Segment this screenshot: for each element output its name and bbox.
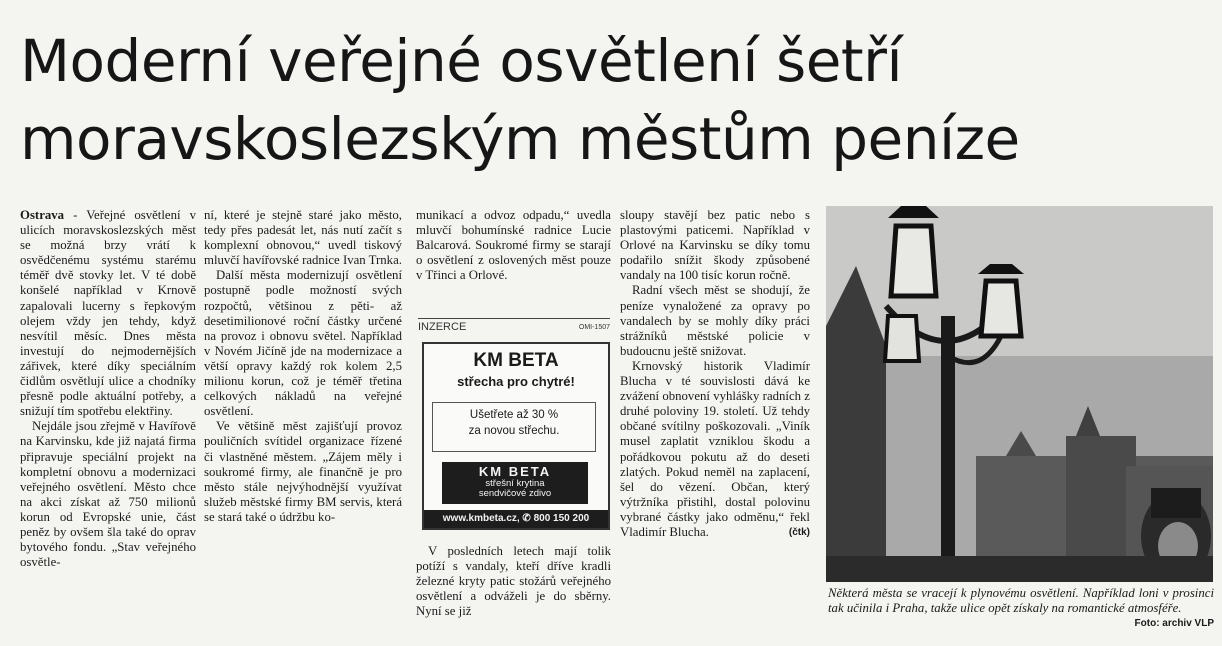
- advert-offer: [432, 402, 596, 452]
- paragraph-text: Krnovský historik Vladimír Blucha v té souvislosti dává ke zvážení obnovení vyhlášky radních z druhé poloviny 19. století. Už tehdy občané svítilny poškozovali. „Viník musel zaplatit vzniklou škodu a pořádkovou pokutu až do deseti zlatých. Pokud neměl na zaplacení, šel do vězení. Občan, který výtržníka přistihl, dostal polovinu vybrané částky jako odměnu,“ řekl Vladimír Blucha.: [620, 358, 810, 539]
- article-column-3: [416, 208, 611, 283]
- article-paragraph: Další města modernizují osvětlení postupně podle možností svých rozpočtů, většinou z pěti- až desetimilionové roční částky určené na provoz i obnovu světel. Například v Novém Jičíně jde na modernizace a větší opravy každý rok kolem 2,5 milionu korun, což je téměř třetina celkových nákladů na veřejné osvětlení.: [204, 268, 402, 419]
- article-credit: (čtk): [788, 526, 810, 538]
- article-column-3-continued: [416, 544, 611, 619]
- headline: [20, 22, 1210, 178]
- photo-illustration: [826, 206, 1213, 582]
- article-paragraph: Nejdále jsou zřejmě v Havířově na Karvinsku, kde již najatá firma připravuje speciální projekt na kompletní obnovu a modernizaci veřejného osvětlení. Město chce na akci získat až 750 milionů korun od Evropské unie, část peněz by ovšem šla také do oprav bytového fondu. „Stav veřejného osvětle-: [20, 419, 196, 570]
- article-paragraph: [620, 359, 810, 540]
- headline-line-1: Moderní veřejné osvětlení šetří: [20, 27, 903, 95]
- advert-tagline-2: sendvičové zdivo: [478, 488, 552, 499]
- advert-logo: KM BETA: [478, 464, 552, 479]
- article-paragraph: munikací a odvoz odpadu,“ uvedla mluvčí bohumínské radnice Lucie Balcarová. Soukromé firmy se starají o osvětlení z oslovených měst pouze v Třinci a Orlové.: [416, 208, 611, 283]
- article-column-4: [620, 208, 810, 540]
- advert-logo-block: [442, 462, 588, 504]
- advert-contact[interactable]: www.kmbeta.cz, ✆ 800 150 200: [424, 510, 608, 528]
- paragraph-text: - Veřejné osvětlení v ulicích moravskoslezských měst se možná brzy vrátí k osvědčenému systému starému téměř dvě stovky let. V té době konšelé například v Krnově zapalovali lucerny s řepkovým olejem vždy jen tehdy, když nesvítil měsíc. Dnes města investují do nejmodernějších zářivek, které díky speciálním čidlům osvětlují ulice a chodníky přesně podle aktuální potřeby, a snižují tím spotřebu elektřiny.: [20, 208, 196, 419]
- article-paragraph: ní, které je stejně staré jako město, tedy přes padesát let, nás nutí začít s komplexní obnovou,“ uvedl tiskový mluvčí havířovské radnice Ivan Trnka.: [204, 208, 402, 268]
- advert-slogan: střecha pro chytré!: [457, 374, 575, 389]
- article-column-2: [204, 208, 402, 525]
- article-paragraph: V posledních letech mají tolik potíží s vandaly, kteří dříve kradli železné kryty patic stožárů veřejného osvětlení a odváželi je do sběrny. Nyní se již: [416, 544, 611, 619]
- article-paragraph: [20, 208, 196, 419]
- article-paragraph: sloupy stavějí bez patic nebo s plastovými paticemi. Například v Orlové na Karvinsku se díky tomu podařilo snížit škody způsobené vandaly na 100 tisíc korun ročně.: [620, 208, 810, 283]
- advert-brand: KM BETA: [473, 350, 559, 371]
- advert-label: INZERCE: [418, 321, 467, 333]
- dateline: Ostrava: [20, 208, 65, 222]
- article-column-1: [20, 208, 196, 570]
- advert-header: [418, 318, 610, 335]
- photo-gas-lamps: [826, 206, 1213, 582]
- advert-tagline-1: střešní krytina: [485, 478, 545, 489]
- advertisement: [418, 318, 610, 530]
- photo-credit: Foto: archiv VLP: [1134, 618, 1214, 630]
- article-paragraph: Radní všech měst se shodují, že peníze vynaložené za opravy po vandalech by se mohly díky práci strážníků městské policie v budoucnu ještě snižovat.: [620, 283, 810, 358]
- advert-box: [422, 342, 610, 530]
- advert-offer-line-1: Ušetřete až 30 %: [469, 409, 559, 421]
- headline-line-2: moravskoslezským městům peníze: [20, 105, 1020, 173]
- advert-code: OMI-1507: [578, 323, 610, 331]
- advert-offer-line-2: za novou střechu.: [468, 425, 560, 437]
- article-paragraph: Ve většině měst zajišťují provoz pouličních svítidel organizace řízené či vlastněné městem. „Zájem měly i soukromé firmy, ale finančně je pro město stále nejvýhodnější využívat služeb městské firmy BM servis, která se stará také o údržbu ko-: [204, 419, 402, 524]
- caption-text: Některá města se vracejí k plynovému osvětlení. Například loni v prosinci tak učinila i Praha, takže ulice opět získaly na romantické atmosféře.: [828, 586, 1214, 616]
- photo-caption: [828, 586, 1214, 632]
